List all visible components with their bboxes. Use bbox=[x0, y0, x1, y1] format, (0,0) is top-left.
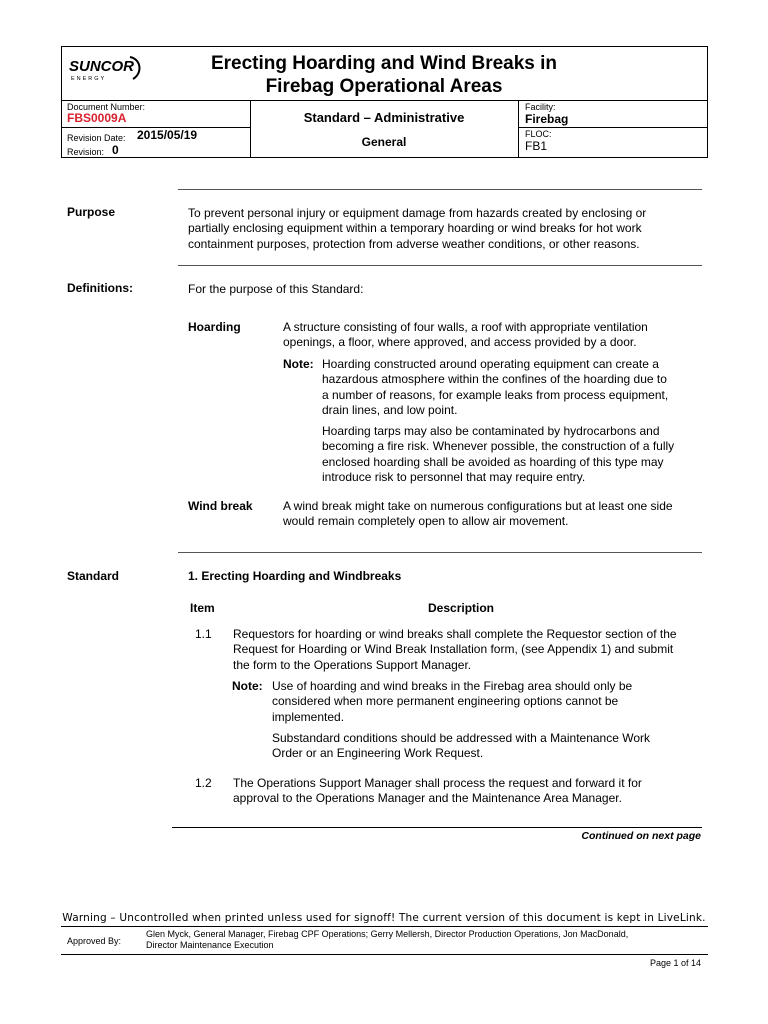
purpose-text bbox=[188, 206, 646, 252]
doc-number: FBS0009A bbox=[67, 111, 127, 125]
svg-text:SUNCOR: SUNCOR bbox=[69, 58, 135, 75]
windbreak-definition bbox=[283, 499, 673, 530]
approvers-line: Director Maintenance Execution bbox=[146, 940, 274, 950]
description-column-header: Description bbox=[428, 601, 495, 615]
note-label: Note: bbox=[283, 357, 314, 371]
item-column-header: Item bbox=[190, 601, 215, 615]
note-line: becoming a fire risk. Whenever possible, the construction of a fully bbox=[322, 439, 675, 454]
footer-divider bbox=[61, 954, 708, 955]
definitions-intro: For the purpose of this Standard: bbox=[188, 282, 364, 296]
svg-text:ENERGY: ENERGY bbox=[71, 76, 107, 82]
definitions-label: Definitions: bbox=[67, 281, 133, 295]
floc-label: FLOC: bbox=[525, 129, 552, 139]
uncontrolled-warning: Warning – Uncontrolled when printed unless used for signoff! The current version of this document is kept in LiveLink. bbox=[62, 912, 706, 924]
note-line: hazardous atmosphere within the confines of the hoarding due to bbox=[322, 372, 667, 387]
revision-date: 2015/05/19 bbox=[137, 128, 198, 142]
note-line: Hoarding constructed around operating equipment can create a bbox=[322, 357, 659, 371]
title-line-2: Firebag Operational Areas bbox=[265, 76, 503, 97]
purpose-line: containment purposes, protection from adverse weather conditions, or other reasons. bbox=[188, 236, 640, 251]
note-line: considered when more permanent engineering options cannot be bbox=[272, 694, 619, 709]
standard-type: Standard – Administrative bbox=[303, 110, 465, 125]
item-description bbox=[233, 627, 677, 673]
revision-date-label: Revision Date: bbox=[67, 133, 126, 143]
page-end-divider bbox=[172, 827, 702, 828]
page-number: Page 1 of 14 bbox=[649, 958, 701, 968]
purpose-label: Purpose bbox=[67, 205, 116, 219]
approved-by-label: Approved By: bbox=[67, 936, 122, 946]
document-title bbox=[174, 52, 594, 98]
item-number: 1.1 bbox=[195, 627, 212, 641]
note-line: implemented. bbox=[272, 709, 345, 724]
note-line: Use of hoarding and wind breaks in the Firebag area should only be bbox=[272, 679, 633, 693]
standard-heading: 1. Erecting Hoarding and Windbreaks bbox=[188, 569, 402, 583]
item-note-2 bbox=[272, 731, 650, 762]
item-note bbox=[272, 679, 632, 725]
purpose-line: partially enclosing equipment within a temporary hoarding or wind breaks for hot work bbox=[188, 221, 642, 236]
footer-divider bbox=[61, 926, 708, 927]
item-note-label: Note: bbox=[232, 679, 263, 693]
definition-line: would remain completely open to allow air movement. bbox=[283, 514, 569, 529]
facility-value: Firebag bbox=[525, 112, 569, 126]
section-divider bbox=[178, 265, 702, 266]
section-divider bbox=[178, 189, 702, 190]
doc-number-label: Document Number: bbox=[67, 102, 146, 112]
section-divider bbox=[178, 552, 702, 553]
note-line: drain lines, and low point. bbox=[322, 403, 458, 418]
approvers-line: Glen Myck, General Manager, Firebag CPF Operations; Gerry Mellersh, Director Production Operations, Jon MacDonald, bbox=[146, 929, 629, 939]
note-line: Substandard conditions should be addressed with a Maintenance Work bbox=[272, 731, 651, 745]
item-line: Request for Hoarding or Wind Break Installation form, (see Appendix 1) and submit bbox=[233, 642, 674, 657]
document-header bbox=[61, 46, 708, 158]
hoarding-note-2 bbox=[322, 424, 674, 486]
floc-value: FB1 bbox=[525, 139, 548, 153]
item-line: the form to the Operations Support Manager. bbox=[233, 657, 472, 672]
note-line: Order or an Engineering Work Request. bbox=[272, 746, 484, 761]
hoarding-note bbox=[322, 357, 668, 419]
hoarding-term: Hoarding bbox=[188, 320, 241, 334]
item-line: approval to the Operations Manager and the Maintenance Area Manager. bbox=[233, 791, 622, 806]
definition-line: openings, a floor, where approved, and access provided by a door. bbox=[283, 335, 637, 350]
suncor-logo-icon bbox=[67, 53, 145, 83]
purpose-line: To prevent personal injury or equipment damage from hazards created by enclosing or bbox=[188, 206, 647, 220]
definition-line: A structure consisting of four walls, a roof with appropriate ventilation bbox=[283, 320, 648, 334]
item-number: 1.2 bbox=[195, 776, 212, 790]
note-line: a number of reasons, for example leaks from process equipment, bbox=[322, 387, 669, 402]
revision-number: 0 bbox=[112, 143, 119, 157]
item-line: The Operations Support Manager shall process the request and forward it for bbox=[233, 776, 642, 790]
item-line: Requestors for hoarding or wind breaks shall complete the Requestor section of the bbox=[233, 627, 677, 641]
title-line-1: Erecting Hoarding and Wind Breaks in bbox=[210, 53, 558, 74]
note-line: introduce risk to personnel that may require entry. bbox=[322, 470, 586, 485]
continued-note: Continued on next page bbox=[581, 830, 701, 842]
revision-label: Revision: bbox=[67, 147, 105, 157]
approvers bbox=[146, 929, 628, 951]
item-description bbox=[233, 776, 642, 807]
definition-line: A wind break might take on numerous configurations but at least one side bbox=[283, 499, 673, 513]
note-line: Hoarding tarps may also be contaminated by hydrocarbons and bbox=[322, 424, 660, 438]
facility-label: Facility: bbox=[525, 102, 556, 112]
suncor-logo bbox=[67, 53, 145, 83]
note-line: enclosed hoarding shall be avoided as hoarding of this type may bbox=[322, 454, 664, 469]
standard-label: Standard bbox=[67, 569, 120, 583]
windbreak-term: Wind break bbox=[188, 499, 253, 513]
hoarding-definition bbox=[283, 320, 648, 351]
category: General bbox=[361, 135, 407, 149]
